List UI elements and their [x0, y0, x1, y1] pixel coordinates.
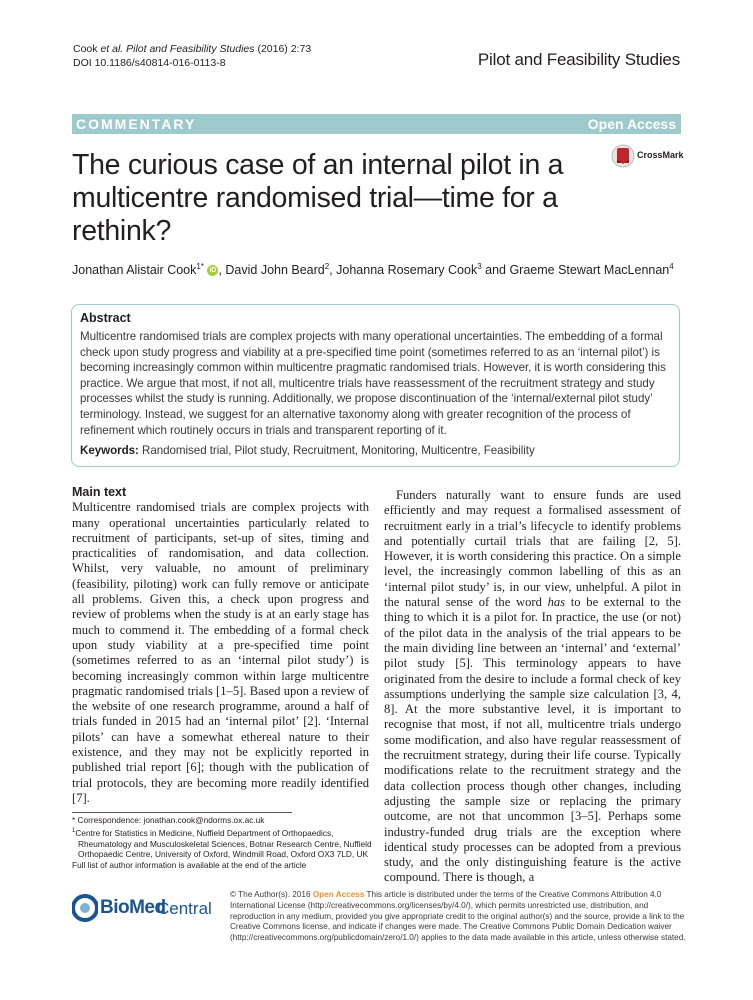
crossmark-label: CrossMark — [637, 150, 684, 160]
main-text-left-column — [72, 485, 369, 806]
biomed-text: BioMed — [100, 897, 166, 918]
citation-journal: Pilot and Feasibility Studies — [126, 43, 255, 55]
orcid-icon[interactable]: iD — [209, 267, 217, 275]
main-text-paragraph: Multicentre randomised trials are complex projects with many operational uncertainties particularly related to recruitment of participants, set-up of sites, timing and practicalities of randomisation, and data collection. Whilst, very valuable, no amount of preliminary (feasibility, piloting) work can fully remove or anticipate all problems. Given this, a check upon progress and review of problems when the study is at an early stage has much to commend it. The embedding of a formal check upon study viability at a pre-specified time point (sometimes referred to as an ‘internal pilot study’) is becoming increasingly common within large multicentre pragmatic randomised trials [1–5]. Based upon a review of the website of one research programme, around a half of trials funded in 2015 had an ‘internal pilot’ [2]. ‘Internal pilots’ can have a somewhat ethereal nature to their existence, and they may not be explicitly reported in published trial report [6]; though with the publication of trial protocols, they are becoming more readily identified [7]. — [72, 500, 369, 805]
article-type-banner — [72, 114, 681, 134]
paragraph-segment: Funders naturally want to ensure funds are used efficiently and may request a formalised assessment of recruitment early in a trial’s lifecycle to identify problems and potentially curtail trials that are failing [2, 5]. However, it is worth considering this practice. On a simple level, the increasingly common labelling of this as an ‘internal pilot study’ is, in our view, unhelpful. A pilot in the natural sense of the word — [384, 488, 681, 610]
crossmark-icon — [611, 143, 635, 169]
author-1[interactable]: Jonathan Alistair Cook — [72, 263, 197, 278]
article-title: The curious case of an internal pilot in a multicentre randomised trial—time for a rethink? — [72, 149, 564, 247]
citation-line — [73, 42, 311, 56]
keywords-label: Keywords: — [80, 444, 139, 458]
open-access-label: Open Access — [587, 116, 676, 132]
author-info-note: Full list of author information is available at the end of the article — [72, 860, 307, 871]
author-list — [72, 262, 692, 277]
author-4-affiliation: 4 — [669, 262, 674, 271]
citation-etal: et al. — [100, 43, 124, 55]
footnote-divider — [72, 812, 292, 813]
central-text: Central — [157, 899, 212, 918]
paragraph-segment: to be external to the thing to which it is a pilot for. In practice, the use (or not) of the pilot data in the analysis of the trial appears to be the main dividing line between an ‘internal’ and ‘external’ pilot study [5]. This terminology appears to have originated from the desire to include a formal check of key assumptions underlying the sample size calculation [3, 4, 8]. At the more substantive level, it is important to recognise that most, if not all, multicentre trials undergo some modification, and also have regular reassessment of the recruitment strategy, during their life course. Typically modifications relate to the recruitment strategy and the data collection process though other changes, including adjusting the sample size or replacing the primary outcome, are not that uncommon [3–5]. Perhaps some industry-funded drug trials are the exception where identical study processes can be adopted from a previous study, and the only distinguishing feature is the active compound. There is though, a — [384, 595, 681, 885]
author-1-affiliation: 1* — [196, 262, 204, 271]
keywords — [80, 443, 671, 459]
citation-author: Cook — [73, 43, 101, 55]
author-2[interactable]: , David John Beard — [218, 263, 325, 278]
author-3[interactable]: , Johanna Rosemary Cook — [329, 263, 478, 278]
copyright: © The Author(s). 2016 — [230, 890, 313, 899]
main-text-right-column — [384, 488, 681, 886]
abstract-box — [71, 304, 680, 467]
main-text-paragraph — [384, 488, 681, 886]
citation-header — [73, 42, 311, 70]
author-4[interactable]: and Graeme Stewart MacLennan — [481, 263, 670, 278]
author-3-affiliation: 3 — [477, 262, 482, 271]
article-type-label: COMMENTARY — [76, 116, 197, 132]
citation-volume: (2016) 2:73 — [254, 43, 312, 55]
correspondence[interactable]: * Correspondence: jonathan.cook@ndorms.ox.ac.uk — [72, 815, 265, 825]
footnotes — [72, 815, 372, 871]
abstract-heading: Abstract — [80, 311, 131, 325]
license-body: This article is distributed under the terms of the Creative Commons Attribution 4.0 International License (http://creativecommons.org/licenses/by/4.0/), which permits unrestricted use, distribution, and reproduction in any medium, provided you give appropriate credit to the original author(s) and the source, provide a link to the Creative Commons license, and indicate if changes were made. The Creative Commons Public Domain Dedication waiver (http://creativecommons.org/publicdomain/zero/1.0/) applies to the data made available in this article, unless otherwise stated. — [230, 890, 686, 943]
license-statement — [230, 890, 690, 944]
biomed-central-icon — [72, 893, 98, 923]
affiliation-text: Centre for Statistics in Medicine, Nuffield Department of Orthopaedics, Rheumatology and Musculoskeletal Sciences, Botnar Research Centre, Nuffield Orthopaedic Centre, University of Oxford, Windmill Road, Oxford OX3 7LD, UK — [75, 827, 372, 860]
crossmark-badge[interactable] — [611, 143, 691, 171]
biomed-central-logo[interactable] — [72, 893, 222, 925]
open-access-inline: Open Access — [312, 890, 365, 899]
abstract-text: Multicentre randomised trials are complex projects with many operational uncertainties. The embedding of a formal check upon study progress and viability at a pre-specified time point (sometimes referred to as an ‘internal pilot’) is becoming increasingly common within multicentre pragmatic randomised trials. However, it is worth considering this practice. We argue that most, if not all, multicentre trials have reassessment of the recruitment strategy and study processes whilst the study is running. Additionally, we propose discontinuation of the ‘internal/external pilot study’ terminology. Instead, we suggest for an alternative taxonomy along with greater recognition of the process of refinement which routinely occurs in trials and transparent reporting of it. — [80, 330, 666, 437]
doi[interactable]: DOI 10.1186/s40814-016-0113-8 — [73, 57, 226, 69]
author-2-affiliation: 2 — [324, 262, 330, 271]
paragraph-emphasis: has — [547, 595, 566, 610]
keywords-list: Randomised trial, Pilot study, Recruitment, Monitoring, Multicentre, Feasibility — [138, 444, 535, 458]
main-text-heading: Main text — [72, 485, 127, 499]
license-text — [230, 890, 690, 944]
affiliation-number: 1 — [72, 827, 76, 834]
affiliation — [72, 826, 372, 860]
journal-name: Pilot and Feasibility Studies — [477, 50, 680, 69]
